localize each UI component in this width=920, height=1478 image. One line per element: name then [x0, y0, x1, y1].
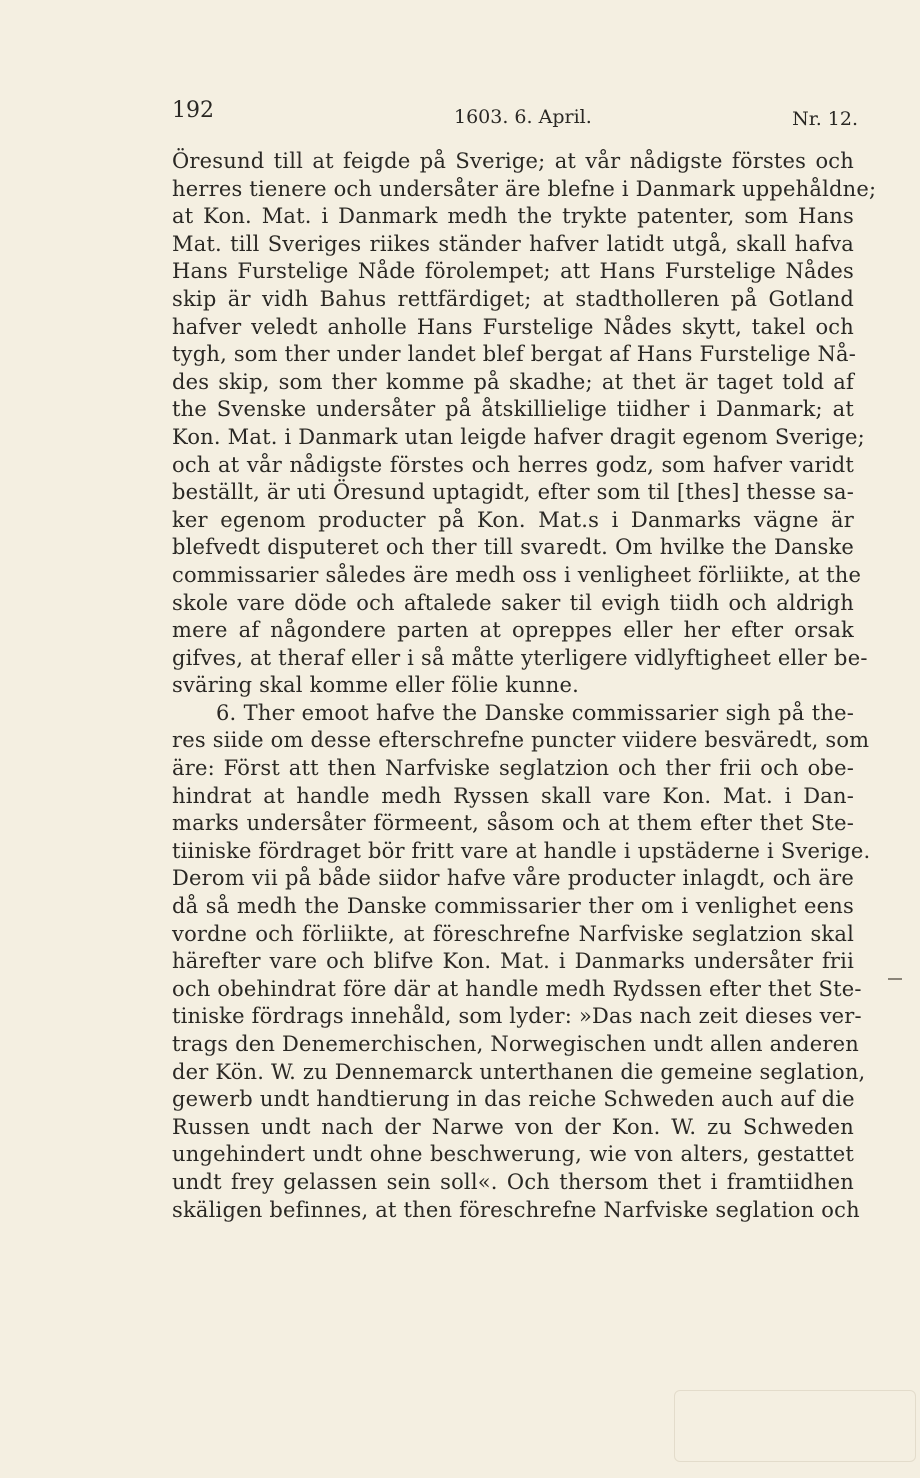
text-line: ker egenom producter på Kon. Mat.s i Danmarks vägne är: [172, 507, 854, 532]
text-line: mere af någondere parten at opreppes eller her efter orsak: [172, 618, 854, 643]
text-line: undt frey gelassen sein soll«. Och thersom thet i framtiidhen: [172, 1169, 854, 1194]
header-date: 1603. 6. April.: [454, 106, 592, 128]
text-line: hindrat at handle medh Ryssen skall vare Kon. Mat. i Dan-: [172, 783, 854, 808]
text-line: des skip, som ther komme på skadhe; at thet är taget told af: [172, 369, 854, 394]
text-line: res siide om desse efterschrefne puncter viidere besväredt, som: [172, 728, 870, 753]
text-line: marks undersåter förmeent, såsom och at them efter thet Ste-: [172, 811, 854, 836]
page-number: 192: [172, 98, 214, 123]
text-line: härefter vare och blifve Kon. Mat. i Danmarks undersåter frii: [172, 949, 854, 974]
body-text: [172, 148, 877, 1224]
text-line: Hans Furstelige Nåde förolempet; att Hans Furstelige Nådes: [172, 259, 854, 284]
text-line: tygh, som ther under landet blef bergat af Hans Furstelige Nå-: [172, 342, 857, 367]
text-line: gewerb undt handtierung in das reiche Schweden auch auf die: [172, 1087, 855, 1112]
text-line: ungehindert undt ohne beschwerung, wie von alters, gestattet: [172, 1142, 854, 1167]
text-line: the Svenske undersåter på åtskillielige tiidher i Danmark; at: [172, 397, 854, 422]
text-line: blefvedt disputeret och ther till svaredt. Om hvilke the Danske: [172, 535, 854, 560]
text-line: skole vare döde och aftalede saker til evigh tiidh och aldrigh: [172, 590, 854, 615]
text-line: skip är vidh Bahus rettfärdiget; at stadthollеren på Gotland: [172, 286, 854, 311]
paragraph-6-start: 6. Ther emoot hafve the Danske commissarier sigh på the-: [216, 700, 854, 725]
text-line: skäligen befinnes, at then föreschrefne Narfviske seglation och: [172, 1197, 860, 1222]
text-line: Öresund till at feigde på Sverige; at vår nådigste förstes och: [172, 149, 854, 173]
text-line: och obehindrat före där at handle medh Rydssen efter thet Ste-: [172, 976, 862, 1001]
page-edge-shadow: [674, 1390, 916, 1462]
document-number: Nr. 12.: [792, 108, 858, 130]
text-line: hafver veledt anholle Hans Furstelige Nådes skytt, takel och: [172, 314, 854, 339]
text-line: herres tienere och undersåter äre blefne i Danmark uppehåldne;: [172, 176, 877, 201]
text-line: äre: Först att then Narfviske seglatzion och ther frii och obe-: [172, 756, 854, 781]
text-line: Kon. Mat. i Danmark utan leigde hafver dragit egenom Sverige;: [172, 424, 865, 449]
text-line: vordne och förliikte, at föreschrefne Narfviske seglatzion skal: [172, 921, 854, 946]
text-line: tiniske fördrags innehåld, som lyder: »Das nach zeit dieses ver-: [172, 1004, 862, 1029]
text-line: at Kon. Mat. i Danmark medh the trykte patenter, som Hans: [172, 204, 854, 229]
text-line: trags den Denemerchischen, Norwegischen undt allen anderen: [172, 1032, 859, 1056]
text-line: då så medh the Danske commissarier ther om i venlighet eens: [172, 894, 854, 919]
text-line: sväring skal komme eller fölie kunne.: [172, 673, 580, 698]
text-line: Derom vii på både siidor hafve våre producter inlagdt, och äre: [172, 866, 854, 891]
text-line: beställt, är uti Öresund uptagidt, efter som til [thes] thesse sa-: [172, 480, 854, 505]
text-line: der Kön. W. zu Dennemarck unterthanen die gemeine seglation,: [172, 1059, 866, 1084]
text-line: Mat. till Sveriges riikes ständer hafver latidt utgå, skall hafva: [172, 231, 854, 256]
margin-dash-mark: [888, 978, 902, 980]
page-header: [172, 98, 862, 132]
text-line: commissarier således äre medh oss i venligheet förliikte, at the: [172, 562, 862, 587]
text-line: gifves, at theraf eller i så måtte yterligere vidlyftigheet eller be-: [172, 645, 868, 670]
text-line: tiiniske fördraget bör fritt vare at handle i upstäderne i Sverige.: [172, 838, 871, 863]
text-line: och at vår nådigste förstes och herres godz, som hafver varidt: [172, 452, 854, 477]
text-line: Russen undt nach der Narwe von der Kon. W. zu Schweden: [172, 1114, 854, 1139]
